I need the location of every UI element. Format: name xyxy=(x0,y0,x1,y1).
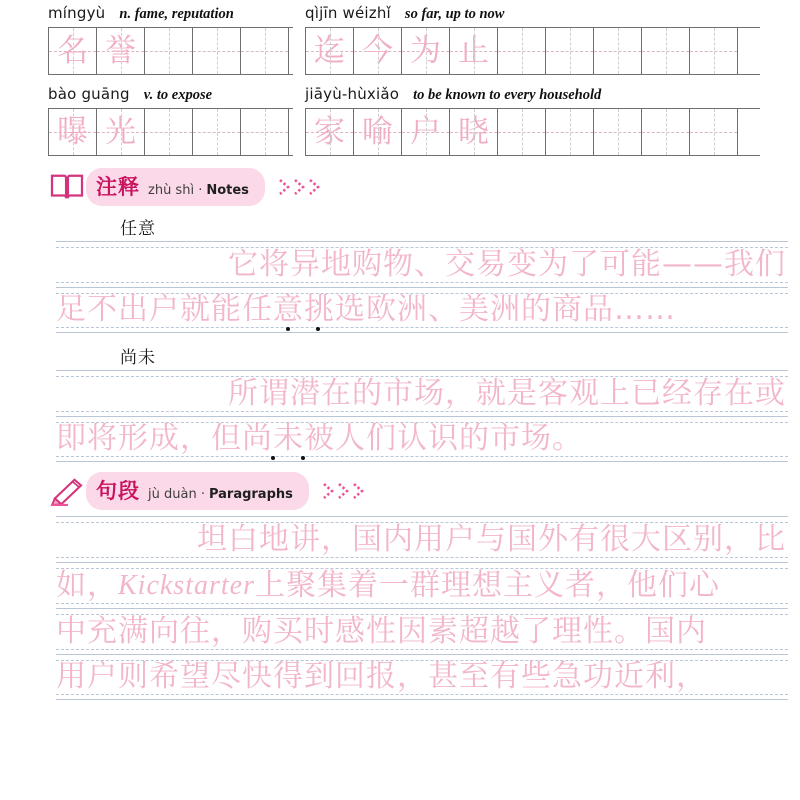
traced-character: 为 xyxy=(410,32,441,69)
practice-cell[interactable] xyxy=(402,109,450,155)
traced-character: 曝 xyxy=(57,113,88,150)
emphasis-dots xyxy=(286,327,320,331)
practice-cell[interactable] xyxy=(49,28,97,74)
gloss-label: v. to expose xyxy=(143,87,213,103)
writing-block xyxy=(56,241,788,333)
section-title-cn: 注释 xyxy=(96,175,140,199)
traced-text: 即将形成，但尚未被人们认识的市场。 xyxy=(56,421,583,456)
writing-row[interactable] xyxy=(56,287,788,333)
traced-text xyxy=(56,563,788,608)
traced-character: 喻 xyxy=(362,113,393,150)
practice-cell[interactable] xyxy=(145,28,193,74)
practice-cell[interactable] xyxy=(690,28,738,74)
writing-block xyxy=(56,370,788,462)
practice-cell[interactable] xyxy=(594,28,642,74)
chevron-right-icon xyxy=(321,481,336,501)
chevron-right-icon xyxy=(292,177,307,197)
paragraphs-section-header xyxy=(48,474,800,508)
paragraph-writing-block xyxy=(56,516,788,700)
vocabulary-heading xyxy=(305,85,760,105)
notes-section-header xyxy=(48,170,800,204)
pinyin-label: qìjīn wéizhǐ xyxy=(305,4,391,22)
gloss-label: so far, up to now xyxy=(404,6,505,22)
traced-text: 它将异地购物、交易变为了可能——我们 xyxy=(228,246,786,282)
vocabulary-heading xyxy=(48,85,293,105)
section-title-cn: 句段 xyxy=(96,479,140,503)
emphasis-dots xyxy=(271,456,305,460)
vocabulary-area xyxy=(0,0,800,156)
writing-row[interactable] xyxy=(56,516,788,562)
chevron-right-icon xyxy=(307,177,322,197)
traced-character: 名 xyxy=(57,32,88,69)
practice-cell[interactable] xyxy=(306,28,354,74)
note-headword: 尚未 xyxy=(120,348,156,368)
practice-cell[interactable] xyxy=(642,28,690,74)
pinyin-label: jiāyù-hùxiǎo xyxy=(305,85,400,103)
vocabulary-entry xyxy=(305,4,760,75)
practice-cell[interactable] xyxy=(498,109,546,155)
practice-cell[interactable] xyxy=(546,109,594,155)
vocabulary-heading xyxy=(48,4,293,24)
practice-cell[interactable] xyxy=(193,109,241,155)
practice-cell[interactable] xyxy=(450,109,498,155)
practice-cell[interactable] xyxy=(498,28,546,74)
traced-latin-text: Kickstarter xyxy=(118,569,255,601)
traced-han-text: 坦白地讲，国内用户与国外有很大区别，比 xyxy=(197,521,786,557)
practice-cell[interactable] xyxy=(354,28,402,74)
traced-han-text: 上聚集着一群理想主义者，他们心 xyxy=(255,567,720,603)
paragraphs-section-pill xyxy=(86,472,309,510)
open-book-icon xyxy=(48,172,86,202)
section-title-pinyin: zhù shì · xyxy=(148,183,203,198)
practice-cell[interactable] xyxy=(145,109,193,155)
practice-cell[interactable] xyxy=(402,28,450,74)
traced-text: 所谓潜在的市场，就是客观上已经存在或 xyxy=(228,375,786,411)
vocabulary-row xyxy=(48,85,770,156)
practice-grid[interactable] xyxy=(48,108,293,156)
writing-row[interactable] xyxy=(56,608,788,654)
section-title-en: Notes xyxy=(206,183,249,198)
traced-character: 止 xyxy=(458,32,489,69)
gloss-label: n. fame, reputation xyxy=(119,6,234,22)
traced-character: 迄 xyxy=(314,32,345,69)
traced-character: 家 xyxy=(314,113,345,150)
chevron-right-icon xyxy=(351,481,366,501)
practice-cell[interactable] xyxy=(690,109,738,155)
practice-cell[interactable] xyxy=(49,109,97,155)
practice-grid[interactable] xyxy=(305,108,760,156)
traced-character: 誉 xyxy=(105,32,136,69)
chevron-right-icon xyxy=(336,481,351,501)
writing-row[interactable] xyxy=(56,241,788,287)
vocabulary-entry xyxy=(48,85,293,156)
practice-cell[interactable] xyxy=(97,109,145,155)
writing-row[interactable] xyxy=(56,562,788,608)
section-title-pinyin: jù duàn · xyxy=(148,487,205,502)
chevron-right-icon xyxy=(277,177,292,197)
vocabulary-entry xyxy=(48,4,293,75)
traced-han-text: 用户则希望尽快得到回报，甚至有些急功近利， xyxy=(56,659,707,694)
traced-character: 户 xyxy=(410,113,441,150)
traced-han-text: 如， xyxy=(56,567,118,603)
practice-cell[interactable] xyxy=(594,109,642,155)
traced-text xyxy=(56,609,788,654)
chevron-group xyxy=(321,481,366,501)
writing-row[interactable] xyxy=(56,416,788,462)
practice-cell[interactable] xyxy=(97,28,145,74)
practice-cell[interactable] xyxy=(193,28,241,74)
vocabulary-heading xyxy=(305,4,760,24)
writing-row[interactable] xyxy=(56,654,788,700)
practice-cell[interactable] xyxy=(546,28,594,74)
practice-cell[interactable] xyxy=(241,109,289,155)
gloss-label: to be known to every household xyxy=(413,87,602,103)
traced-text xyxy=(56,655,788,699)
traced-text xyxy=(56,517,788,562)
practice-cell[interactable] xyxy=(354,109,402,155)
vocabulary-entry xyxy=(305,85,760,156)
writing-row[interactable] xyxy=(56,370,788,416)
practice-cell[interactable] xyxy=(450,28,498,74)
traced-han-text: 中充满向往，购买时感性因素超越了理性。国内 xyxy=(56,613,707,649)
practice-cell[interactable] xyxy=(642,109,690,155)
traced-character: 晓 xyxy=(458,113,489,150)
pencil-icon xyxy=(48,476,86,506)
note-headword: 任意 xyxy=(120,219,156,239)
notes-section-pill xyxy=(86,168,265,206)
pinyin-label: míngyù xyxy=(48,4,106,22)
practice-cell[interactable] xyxy=(306,109,354,155)
chevron-group xyxy=(277,177,322,197)
practice-cell[interactable] xyxy=(241,28,289,74)
traced-text: 足不出户就能任意挑选欧洲、美洲的商品…… xyxy=(56,292,676,327)
practice-grid[interactable] xyxy=(305,27,760,75)
pinyin-label: bào guāng xyxy=(48,85,130,103)
traced-character: 光 xyxy=(105,113,136,150)
practice-grid[interactable] xyxy=(48,27,293,75)
traced-character: 今 xyxy=(362,32,393,69)
section-title-en: Paragraphs xyxy=(208,487,293,502)
vocabulary-row xyxy=(48,4,770,75)
